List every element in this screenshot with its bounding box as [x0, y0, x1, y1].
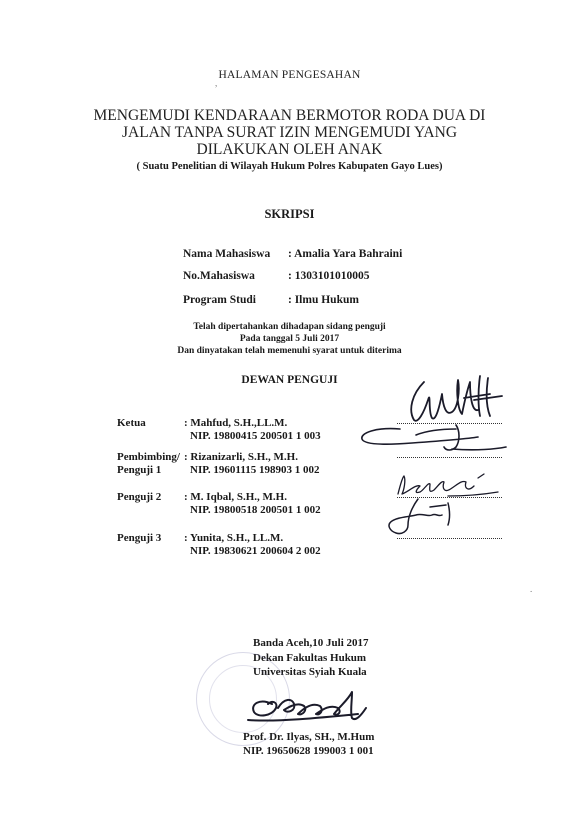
study-program-value: : Ilmu Hukum: [288, 294, 359, 306]
examiner-role-pembimbing: Pembimbing/: [117, 451, 180, 463]
examiner-nip-penguji-2: NIP. 19800518 200501 1 002: [190, 504, 321, 516]
examiner-name-ketua: : Mahfud, S.H.,LL.M.: [184, 417, 288, 429]
examiner-nip-penguji-1: NIP. 19601115 198903 1 002: [190, 464, 320, 476]
signing-place-date: Banda Aceh,10 Juli 2017: [253, 637, 369, 649]
examiner-name-penguji-3: : Yunita, S.H., LL.M.: [184, 532, 284, 544]
defense-statement-line-1: Telah dipertahankan dihadapan sidang penguji: [193, 322, 386, 332]
dean-institution: Universitas Syiah Kuala: [253, 666, 367, 678]
dean-position: Dekan Fakultas Hukum: [253, 652, 367, 664]
dean-nip: NIP. 19650628 199003 1 001: [243, 745, 374, 757]
signature-penguji-1-icon: [356, 415, 516, 461]
scan-speck: .: [530, 584, 533, 594]
study-program-label: Program Studi: [183, 294, 256, 306]
thesis-title-line-1: MENGEMUDI KENDARAAN BERMOTOR RODA DUA DI: [93, 107, 486, 124]
thesis-title-line-2: JALAN TANPA SURAT IZIN MENGEMUDI YANG: [121, 124, 458, 141]
document-type: SKRIPSI: [264, 207, 315, 221]
examiner-nip-ketua: NIP. 19800415 200501 1 003: [190, 430, 321, 442]
student-number-value: : 1303101010005: [288, 270, 370, 282]
scan-speck: ,: [215, 78, 218, 88]
dean-name: Prof. Dr. Ilyas, SH., M.Hum: [243, 731, 375, 743]
examiner-nip-penguji-3: NIP. 19830621 200604 2 002: [190, 545, 321, 557]
page-header: HALAMAN PENGESAHAN: [218, 69, 361, 81]
examiner-role-penguji-3: Penguji 3: [117, 532, 162, 544]
thesis-subtitle: ( Suatu Penelitian di Wilayah Hukum Polres Kabupaten Gayo Lues): [136, 161, 443, 172]
examiner-role-penguji-2: Penguji 2: [117, 491, 162, 503]
examiner-role-ketua: Ketua: [117, 417, 146, 429]
student-number-label: No.Mahasiswa: [183, 270, 255, 282]
examination-board-title: DEWAN PENGUJI: [241, 374, 338, 386]
defense-statement-line-2: Pada tanggal 5 Juli 2017: [239, 334, 340, 344]
student-name-value: : Amalia Yara Bahraini: [288, 248, 403, 260]
defense-statement-line-3: Dan dinyatakan telah memenuhi syarat untuk diterima: [177, 346, 402, 356]
signature-penguji-3-icon: [378, 495, 468, 539]
examiner-name-penguji-1: : Rizanizarli, S.H., M.H.: [184, 451, 298, 463]
thesis-title-line-3: DILAKUKAN OLEH ANAK: [196, 141, 383, 158]
examiner-role-penguji-1: Penguji 1: [117, 464, 162, 476]
signature-dean-icon: [238, 684, 388, 732]
student-name-label: Nama Mahasiswa: [183, 248, 271, 260]
examiner-name-penguji-2: : M. Iqbal, S.H., M.H.: [184, 491, 287, 503]
